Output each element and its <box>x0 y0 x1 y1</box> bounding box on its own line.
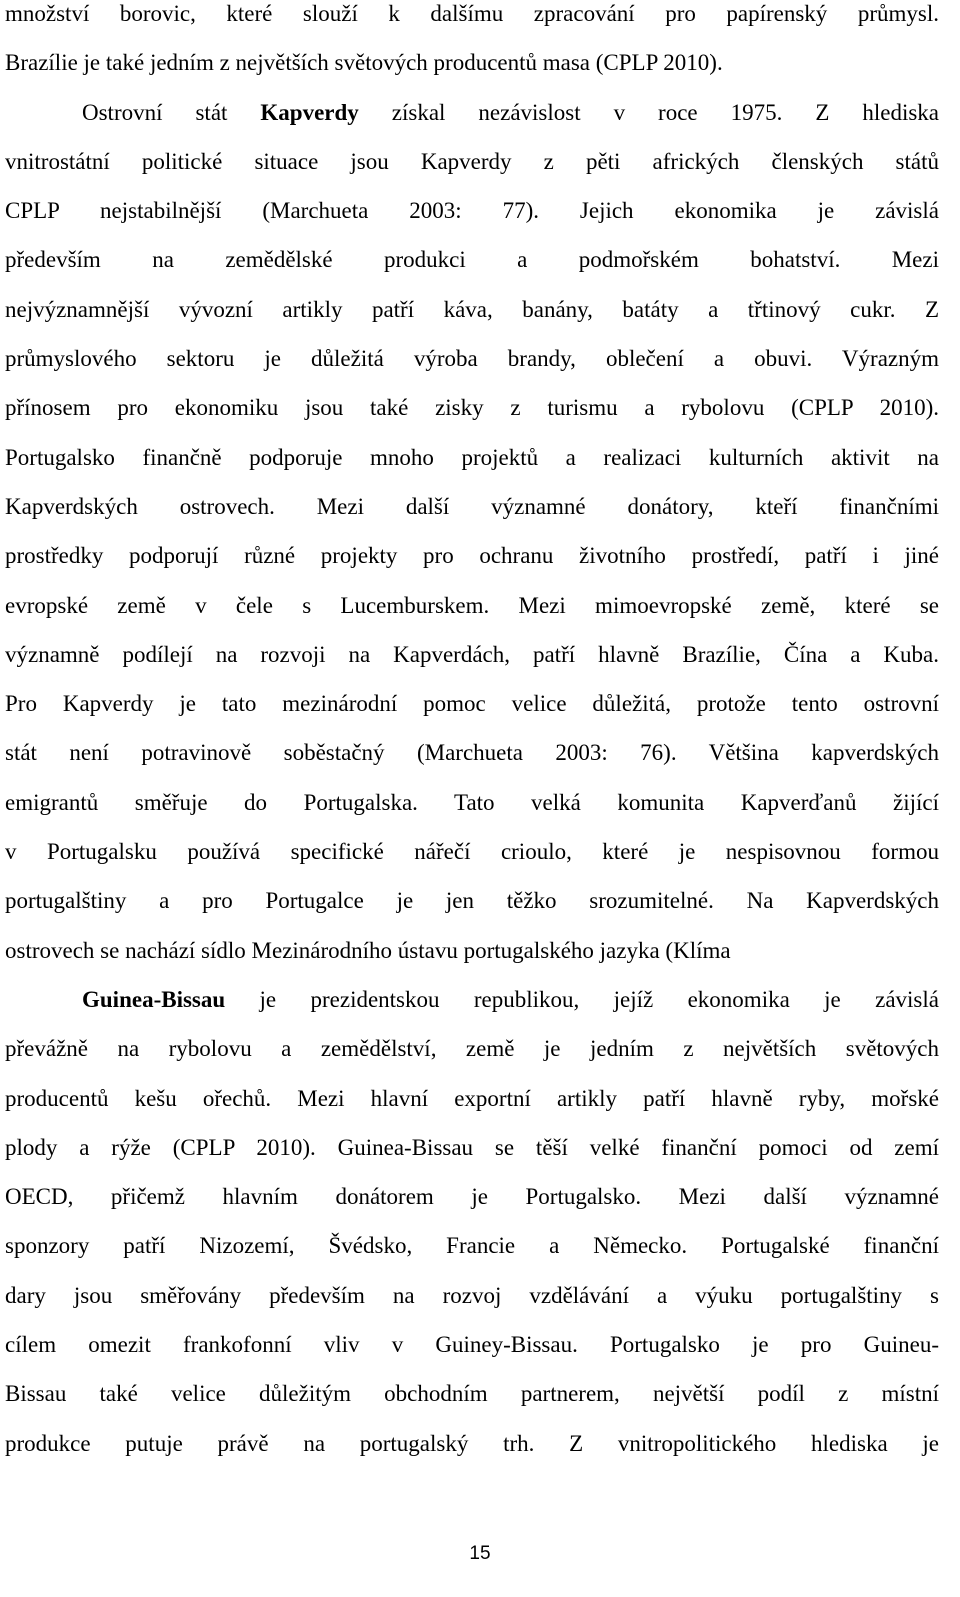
text-line: Kapverdských ostrovech. Mezi další významné donátory, kteří finančními <box>5 493 939 519</box>
text-line: plody a rýže (CPLP 2010). Guinea-Bissau se těší velké finanční pomoci od zemí <box>5 1134 939 1160</box>
text-line: nejvýznamnější vývozní artikly patří káva, banány, batáty a třtinový cukr. Z <box>5 296 939 322</box>
text-line: dary jsou směřovány především na rozvoj vzdělávání a výuku portugalštiny s <box>5 1282 939 1308</box>
text-line: přínosem pro ekonomiku jsou také zisky z turismu a rybolovu (CPLP 2010). <box>5 395 939 421</box>
text-line: prostředky podporují různé projekty pro ochranu životního prostředí, patří i jiné <box>5 543 939 569</box>
text-line: Pro Kapverdy je tato mezinárodní pomoc velice důležitá, protože tento ostrovní <box>5 691 939 717</box>
text-run: je prezidentskou republikou, jejíž ekonomika je závislá <box>225 986 939 1012</box>
text-line: CPLP nejstabilnější (Marchueta 2003: 77). Jejich ekonomika je závislá <box>5 198 939 224</box>
paragraph-continued <box>5 0 939 88</box>
text-line: sponzory patří Nizozemí, Švédsko, Francie a Německo. Portugalské finanční <box>5 1233 939 1259</box>
text-line: vnitrostátní politické situace jsou Kapverdy z pěti afrických členských států <box>5 148 939 174</box>
page-number: 15 <box>469 1543 491 1564</box>
text-line: Portugalsko finančně podporuje mnoho projektů a realizaci kulturních aktivit na <box>5 444 939 470</box>
country-name-bold: Kapverdy <box>260 99 359 125</box>
text-line: ostrovech se nachází sídlo Mezinárodního ústavu portugalského jazyka (Klíma <box>5 937 731 963</box>
text-line: průmyslového sektoru je důležitá výroba brandy, oblečení a obuvi. Výrazným <box>5 346 939 372</box>
text-line: množství borovic, které slouží k dalšímu zpracování pro papírenský průmysl. <box>5 1 939 26</box>
text-line: OECD, přičemž hlavním donátorem je Portugalsko. Mezi další významné <box>5 1184 939 1210</box>
text-line <box>5 88 939 137</box>
paragraph-kapverdy <box>5 88 939 975</box>
text-line: produkce putuje právě na portugalský trh. Z vnitropolitického hlediska je <box>5 1430 939 1456</box>
text-line: Brazílie je také jedním z největších světových producentů masa (CPLP 2010). <box>5 50 723 76</box>
text-line: producentů kešu ořechů. Mezi hlavní exportní artikly patří hlavně ryby, mořské <box>5 1085 939 1111</box>
text-line: Bissau také velice důležitým obchodním partnerem, největší podíl z místní <box>5 1381 939 1407</box>
country-name-bold: Guinea-Bissau <box>82 986 226 1012</box>
document-page <box>5 0 939 1468</box>
text-line: portugalštiny a pro Portugalce je jen těžko srozumitelné. Na Kapverdských <box>5 888 939 914</box>
text-line: cílem omezit frankofonní vliv v Guiney-Bissau. Portugalsko je pro Guineu- <box>5 1332 939 1358</box>
text-run: získal nezávislost v roce 1975. Z hlediska <box>358 99 939 125</box>
text-line: evropské země v čele s Lucemburskem. Mezi mimoevropské země, které se <box>5 592 939 618</box>
text-line: především na zemědělské produkci a podmořském bohatství. Mezi <box>5 247 939 273</box>
text-line: stát není potravinově soběstačný (Marchueta 2003: 76). Většina kapverdských <box>5 740 939 766</box>
text-line: významně podílejí na rozvoji na Kapverdách, patří hlavně Brazílie, Čína a Kuba. <box>5 641 939 667</box>
text-run: Ostrovní stát <box>82 99 261 125</box>
text-line: v Portugalsku používá specifické nářečí crioulo, které je nespisovnou formou <box>5 839 939 865</box>
text-line: převážně na rybolovu a zemědělství, země je jedním z největších světových <box>5 1036 939 1062</box>
text-line: emigrantů směřuje do Portugalska. Tato velká komunita Kapverďanů žijící <box>5 789 939 815</box>
paragraph-guinea-bissau <box>5 975 939 1468</box>
text-line <box>5 975 939 1024</box>
